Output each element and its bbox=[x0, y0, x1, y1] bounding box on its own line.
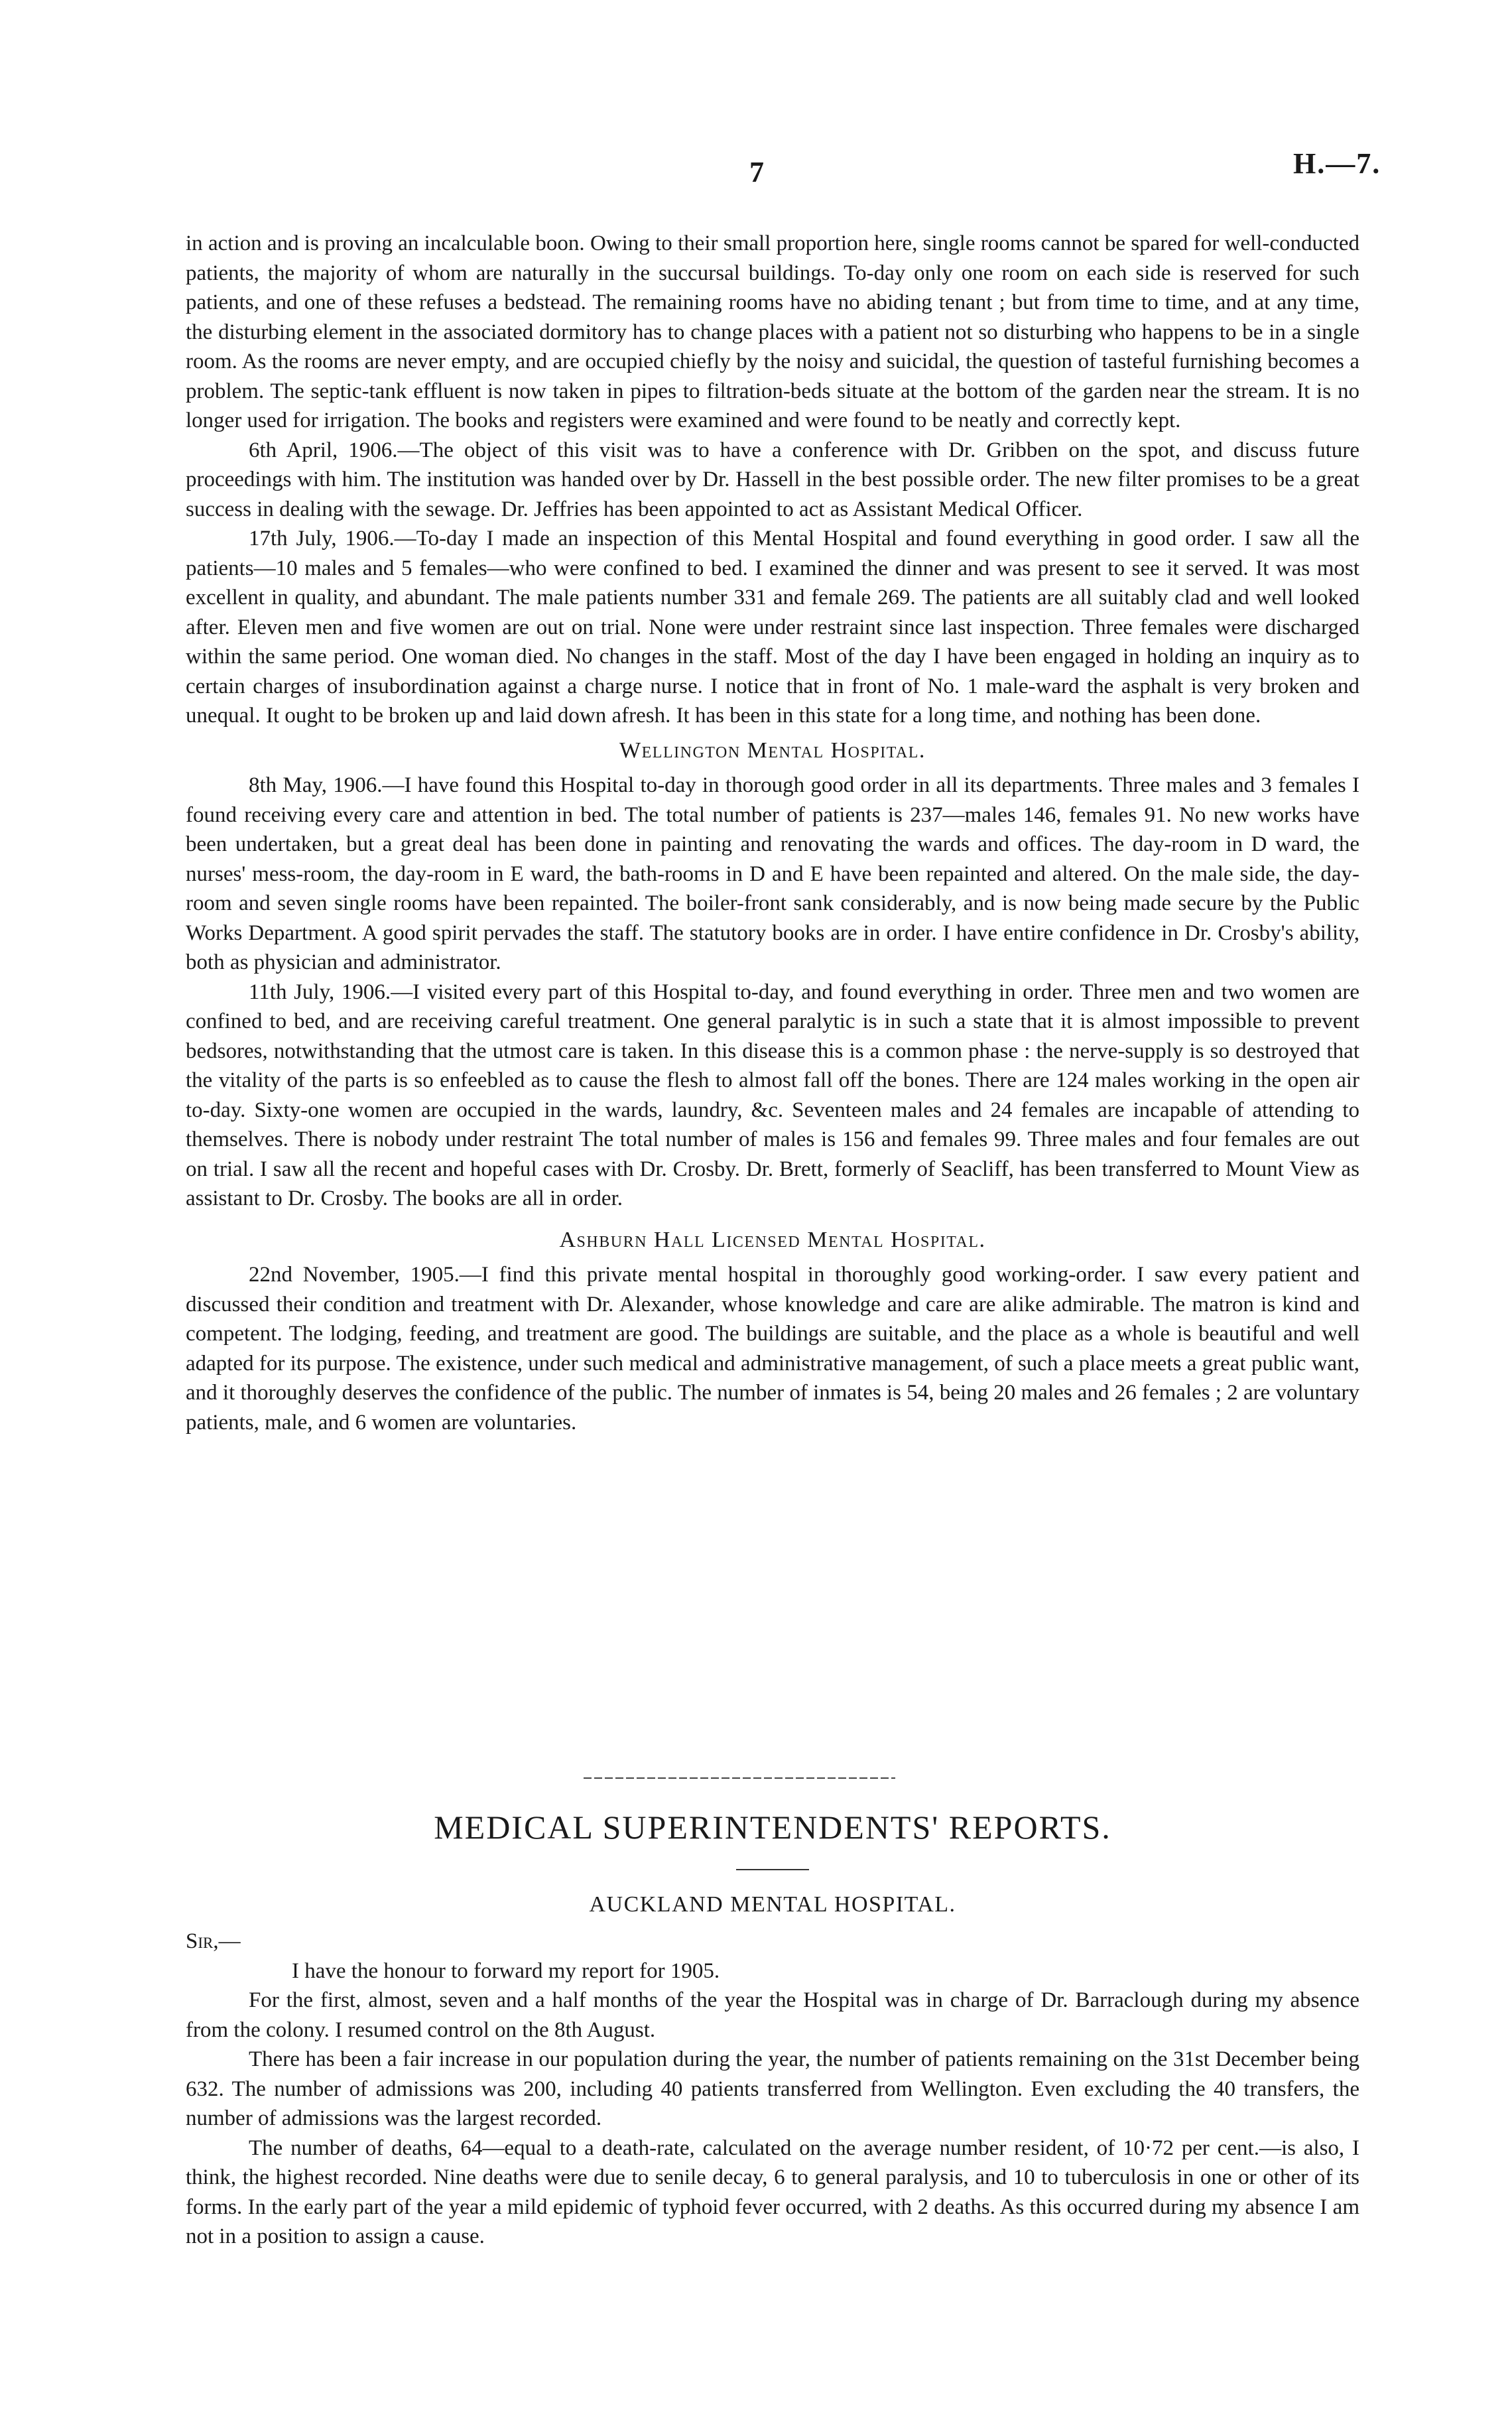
document-code: H.—7. bbox=[1293, 147, 1381, 180]
paragraph: 11th July, 1906.—I visited every part of this Hospital to-day, and found everything in order. Three men and two women are confined to bed, and are receiving careful treatment. One general paralytic is in such a state that it is almost impossible to prevent bedsores, notwithstanding that the utmost care is taken. In this disease this is a common phase : the nerve-supply is so destroyed that the vitality of the parts is so enfeebled as to cause the flesh to almost fall off the bones. There are 124 males working in the open air to-day. Sixty-one women are occupied in the wards, laundry, &c. Seventeen males and 24 females are incapable of attending to themselves. There is nobody under restraint The total number of males is 156 and females 99. Three males and four females are out on trial. I saw all the recent and hopeful cases with Dr. Crosby. Dr. Brett, formerly of Seacliff, has been transferred to Mount View as assistant to Dr. Crosby. The books are all in order. bbox=[186, 980, 1359, 1210]
paragraph: There has been a fair increase in our population during the year, the number of patients remaining on the 31st December being 632. The number of admissions was 200, including 40 patients transferred from Wellington. Even excluding the 40 transfers, the number of admissions was the largest recorded. bbox=[186, 2047, 1359, 2130]
section-heading-ashburn: Ashburn Hall Licensed Mental Hospital. bbox=[559, 1227, 986, 1252]
paragraph: The number of deaths, 64—equal to a death-rate, calculated on the average number resident, of 10·72 per cent.—is also, I think, the highest recorded. Nine deaths were due to senile decay, 6 to general paralysis, and 10 to tuberculosis in one or other of its forms. In the early part of the year a mild epidemic of typhoid fever occurred, with 2 deaths. As this occurred during my absence I am not in a position to assign a cause. bbox=[186, 2136, 1359, 2248]
paragraph: 22nd November, 1905.—I find this private mental hospital in thoroughly good working-order. I saw every patient and discussed their condition and treatment with Dr. Alexander, whose knowledge and care are alike admirable. The matron is kind and competent. The lodging, feeding, and treatment are good. The buildings are suitable, and the place as a whole is beautiful and well adapted for its purpose. The existence, under such medical and administrative management, of such a place meets a great public want, and it thoroughly deserves the confidence of the public. The number of inmates is 54, being 20 males and 26 females ; 2 are voluntary patients, male, and 6 women are voluntaries. bbox=[186, 1263, 1359, 1435]
paragraph: For the first, almost, seven and a half months of the year the Hospital was in charge of Dr. Barraclough during my absence from the colony. I resumed control on the 8th August. bbox=[186, 1988, 1359, 2042]
salutation: Sir,— bbox=[186, 1929, 241, 1953]
reports-title: MEDICAL SUPERINTENDENTS' REPORTS. bbox=[434, 1809, 1111, 1846]
paragraph: 17th July, 1906.—To-day I made an inspection of this Mental Hospital and found everything in good order. I saw all the patients—10 males and 5 females—who were confined to bed. I examined the dinner and was present to see it served. It was most excellent in quality, and abundant. The male patients number 331 and female 269. The patients are all suitably clad and well looked after. Eleven men and five women are out on trial. None were under restraint since last inspection. Three females were discharged within the same period. One woman died. No changes in the staff. Most of the day I have been engaged in holding an inquiry as to certain charges of insubordination against a charge nurse. I notice that in front of No. 1 male-ward the asphalt is very broken and unequal. It ought to be broken up and laid down afresh. It has been in this state for a long time, and nothing has been done. bbox=[186, 527, 1359, 728]
section-inspection-notes bbox=[186, 229, 1359, 1437]
title-rule bbox=[736, 1869, 809, 1870]
section-auckland-report bbox=[186, 1927, 1359, 2252]
section-heading-wellington: Wellington Mental Hospital. bbox=[619, 737, 926, 763]
page-number: 7 bbox=[749, 156, 764, 188]
paragraph: 8th May, 1906.—I have found this Hospital to-day in thorough good order in all its departments. Three males and 3 females I found receiving every care and attention in bed. The total number of patients is 237—males 146, females 91. No new works have been undertaken, but a great deal has been done in painting and renovating the wards and offices. The day-room in D ward, the nurses' mess-room, the day-room in E ward, the bath-rooms in D and E have been repainted and altered. On the male side, the day-room and seven single rooms have been repainted. The boiler-front sank considerably, and is now being made secure by the Public Works Department. A good spirit pervades the staff. The statutory books are in order. I have entire confidence in Dr. Crosby's ability, both as physician and administrator. bbox=[186, 773, 1359, 974]
reports-subtitle: AUCKLAND MENTAL HOSPITAL. bbox=[589, 1892, 956, 1917]
paragraph: 6th April, 1906.—The object of this visit was to have a conference with Dr. Gribben on the spot, and discuss future proceedings with him. The institution was handed over by Dr. Hassell in the best possible order. The new filter promises to be a great success in dealing with the sewage. Dr. Jeffries has been appointed to act as Assistant Medical Officer. bbox=[186, 438, 1359, 521]
paragraph: I have the honour to forward my report for 1905. bbox=[292, 1958, 720, 1983]
paragraph: in action and is proving an incalculable boon. Owing to their small proportion here, single rooms cannot be spared for well-conducted patients, the majority of whom are naturally in the succursal buildings. To-day only one room on each side is reserved for such patients, and one of these refuses a bedstead. The remaining rooms have no abiding tenant ; but from time to time, and at any time, the disturbing element in the associated dormitory has to change places with a patient not so disturbing who happens to be in a single room. As the rooms are never empty, and are occupied chiefly by the noisy and suicidal, the question of tasteful furnishing becomes a problem. The septic-tank effluent is now taken in pipes to filtration-beds situate at the bottom of the garden near the stream. It is no longer used for irrigation. The books and registers were examined and were found to be neatly and correctly kept. bbox=[186, 231, 1359, 432]
section-divider bbox=[584, 1777, 895, 1779]
